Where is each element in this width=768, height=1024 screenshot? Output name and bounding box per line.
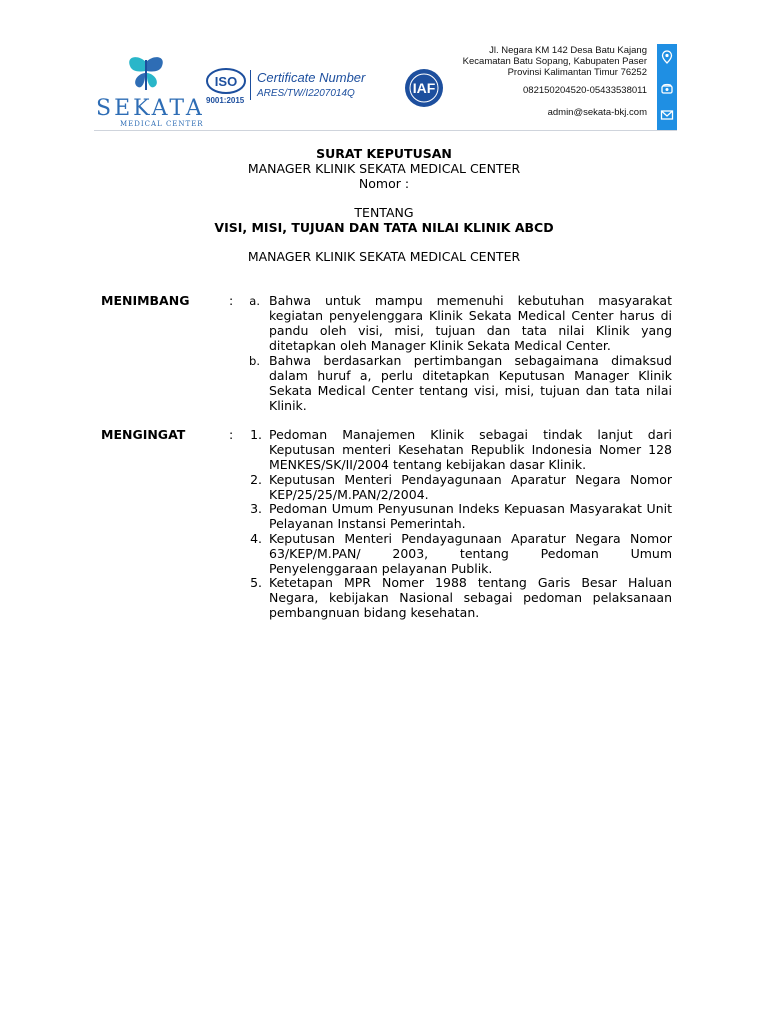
mengingat-colon: : (229, 427, 234, 442)
document-subtitle: MANAGER KLINIK SEKATA MEDICAL CENTER (247, 161, 521, 176)
iaf-label: IAF (412, 80, 436, 96)
mengingat-item-2: Keputusan Menteri Pendayagunaan Aparatur Negara Nomor KEP/25/25/M.PAN/2/2004. (269, 472, 672, 502)
divider (250, 70, 251, 100)
menimbang-marker-b: b. (249, 354, 260, 368)
mengingat-item-3: Pedoman Umum Penyusunan Indeks Kepuasan Masyarakat Unit Pelayanan Instansi Pemerintah. (269, 501, 672, 531)
mengingat-marker-1: 1. (250, 427, 262, 442)
mengingat-marker-5: 5. (250, 575, 262, 590)
iso-globe-icon (206, 68, 246, 94)
mengingat-item-4: Keputusan Menteri Pendayagunaan Aparatur Negara Nomor 63/KEP/M.PAN/ 2003, tentang Pedoman Umum Penyelenggaraan pelayanan Publik. (269, 531, 672, 576)
certificate-title: Certificate Number (257, 70, 366, 85)
mengingat-item-1: Pedoman Manajemen Klinik sebagai tindak lanjut dari Keputusan menteri Kesehatan Republik Indonesia Nomer 128 MENKES/SK/II/2004 tentang kebijakan dasar Klinik. (269, 427, 672, 472)
contact-icon-bar (657, 44, 677, 130)
certificate-number: ARES/TW/I2207014Q (257, 88, 355, 99)
phone-number: 082150204520-05433538011 (523, 85, 647, 96)
email-icon (660, 108, 674, 122)
address-line-1: Jl. Negara KM 142 Desa Batu Kajang (489, 45, 647, 56)
address-line-2: Kecamatan Batu Sopang, Kabupaten Paser (462, 56, 647, 67)
letterhead (94, 44, 677, 131)
iso-number: 9001:2015 (206, 96, 245, 105)
phone-icon (660, 82, 674, 96)
menimbang-item-a: Bahwa untuk mampu memenuhi kebutuhan masyarakat kegiatan penyelenggara Klinik Sekata Medical Center harus di pandu oleh visi, misi, tujuan dan tata nilai Klinik yang ditetapkan oleh Manager Klinik Sekata Medical Center. (269, 293, 672, 353)
menimbang-label: MENIMBANG (101, 293, 190, 308)
butterfly-icon (124, 54, 168, 94)
mengingat-label: MENGINGAT (101, 427, 186, 442)
document-title: SURAT KEPUTUSAN (316, 146, 452, 161)
document-number: Nomor : (358, 176, 410, 191)
sekata-logo (94, 50, 205, 128)
mengingat-marker-3: 3. (250, 501, 262, 516)
address-line-3: Provinsi Kalimantan Timur 76252 (507, 67, 647, 78)
mengingat-marker-2: 2. (250, 472, 262, 487)
email-address: admin@sekata-bkj.com (547, 107, 647, 118)
location-pin-icon (660, 50, 674, 64)
mengingat-item-5: Ketetapan MPR Nomer 1988 tentang Garis Besar Haluan Negara, kebijakan Nasional sebagai pedoman pelaksanaan pembangnuan bidang kesehatan. (269, 575, 672, 620)
iaf-badge (400, 68, 448, 108)
menimbang-colon: : (229, 293, 234, 308)
iaf-emblem-icon (400, 68, 448, 108)
document-issuer: MANAGER KLINIK SEKATA MEDICAL CENTER (247, 249, 521, 264)
document-topic: VISI, MISI, TUJUAN DAN TATA NILAI KLINIK ABCD (214, 220, 554, 235)
logo-subtitle: MEDICAL CENTER (120, 120, 204, 128)
menimbang-marker-a: a. (249, 294, 260, 308)
iso-label: ISO (214, 74, 238, 89)
mengingat-marker-4: 4. (250, 531, 262, 546)
menimbang-item-b: Bahwa berdasarkan pertimbangan sebagaimana dimaksud dalam huruf a, perlu ditetapkan Keputusan Manager Klinik Sekata Medical Center tentang visi, misi, tujuan dan tata nilai Klinik. (269, 353, 672, 413)
logo-name: SEKATA (96, 96, 205, 121)
iso-badge (206, 68, 244, 108)
tentang-heading: TENTANG (354, 205, 414, 220)
